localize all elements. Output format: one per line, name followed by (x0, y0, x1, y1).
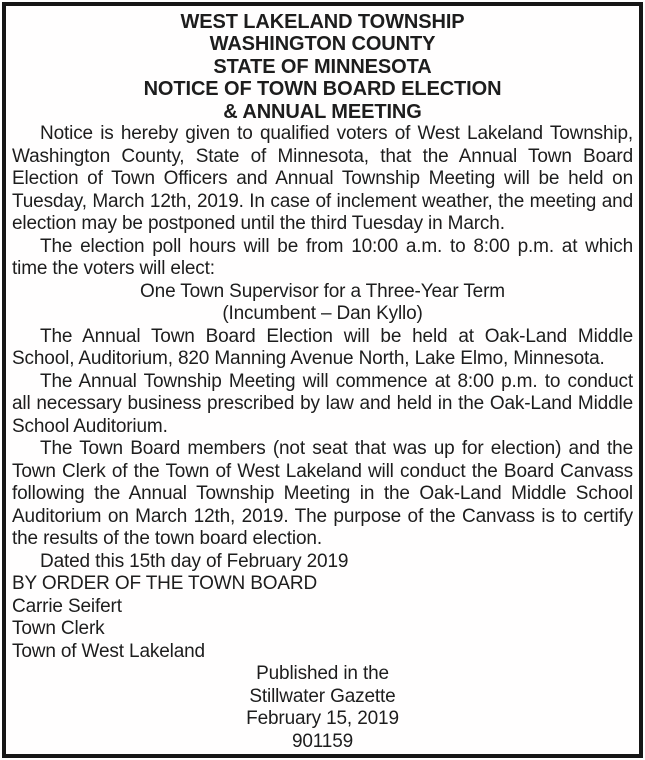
paragraph-notice-given: Notice is hereby given to qualified voters of West Lakeland Township, Washington County, State of Minnesota, that the Annual Town Board Election of Town Officers and Annual Township Meeting will be held on Tuesday, March 12th, 2019. In case of inclement weather, the meeting and election may be postponed until the third Tuesday in March. (12, 123, 633, 235)
footer-publication-date: February 15, 2019 (246, 708, 399, 730)
footer-publication-name: Stillwater Gazette (249, 685, 396, 707)
header-line-notice-title: NOTICE OF TOWN BOARD ELECTION (143, 78, 502, 101)
office-line: One Town Supervisor for a Three-Year Term (140, 280, 505, 302)
clerk-name: Carrie Seifert (12, 595, 122, 617)
header-line-township: WEST LAKELAND TOWNSHIP (180, 11, 465, 33)
paragraph-election-location: The Annual Town Board Election will be held at Oak-Land Middle School, Auditorium, 820 Manning Avenue North, Lake Elmo, Minnesota. (12, 325, 633, 370)
paragraph-poll-hours: The election poll hours will be from 10:00 a.m. to 8:00 p.m. at which time the voters will elect: (12, 235, 633, 280)
clerk-title: Town Clerk (12, 618, 105, 640)
publication-footer (12, 663, 633, 753)
by-order-line: BY ORDER OF THE TOWN BOARD (12, 573, 318, 595)
footer-notice-number: 901159 (291, 730, 354, 752)
dated-line: Dated this 15th day of February 2019 (40, 550, 349, 572)
notice-content (6, 6, 639, 753)
header-line-county: WASHINGTON COUNTY (209, 33, 436, 56)
notice-header (12, 11, 633, 123)
incumbent-line: (Incumbent – Dan Kyllo) (222, 303, 423, 325)
footer-published-in: Published in the (256, 663, 389, 685)
header-line-annual-meeting: & ANNUAL MEETING (223, 100, 422, 123)
notice-body (12, 123, 633, 753)
paragraph-board-canvass: The Town Board members (not seat that was up for election) and the Town Clerk of the Town of West Lakeland will conduct the Board Canvass following the Annual Township Meeting in the Oak-Land Middle School Auditorium on March 12th, 2019. The purpose of the Canvass is to certify the results of the town board election. (12, 438, 633, 550)
legal-notice-box (2, 2, 643, 758)
paragraph-meeting-commence: The Annual Township Meeting will commence at 8:00 p.m. to conduct all necessary business prescribed by law and held in the Oak-Land Middle School Auditorium. (12, 370, 633, 437)
town-name: Town of West Lakeland (12, 640, 205, 662)
header-line-state: STATE OF MINNESOTA (213, 55, 432, 78)
